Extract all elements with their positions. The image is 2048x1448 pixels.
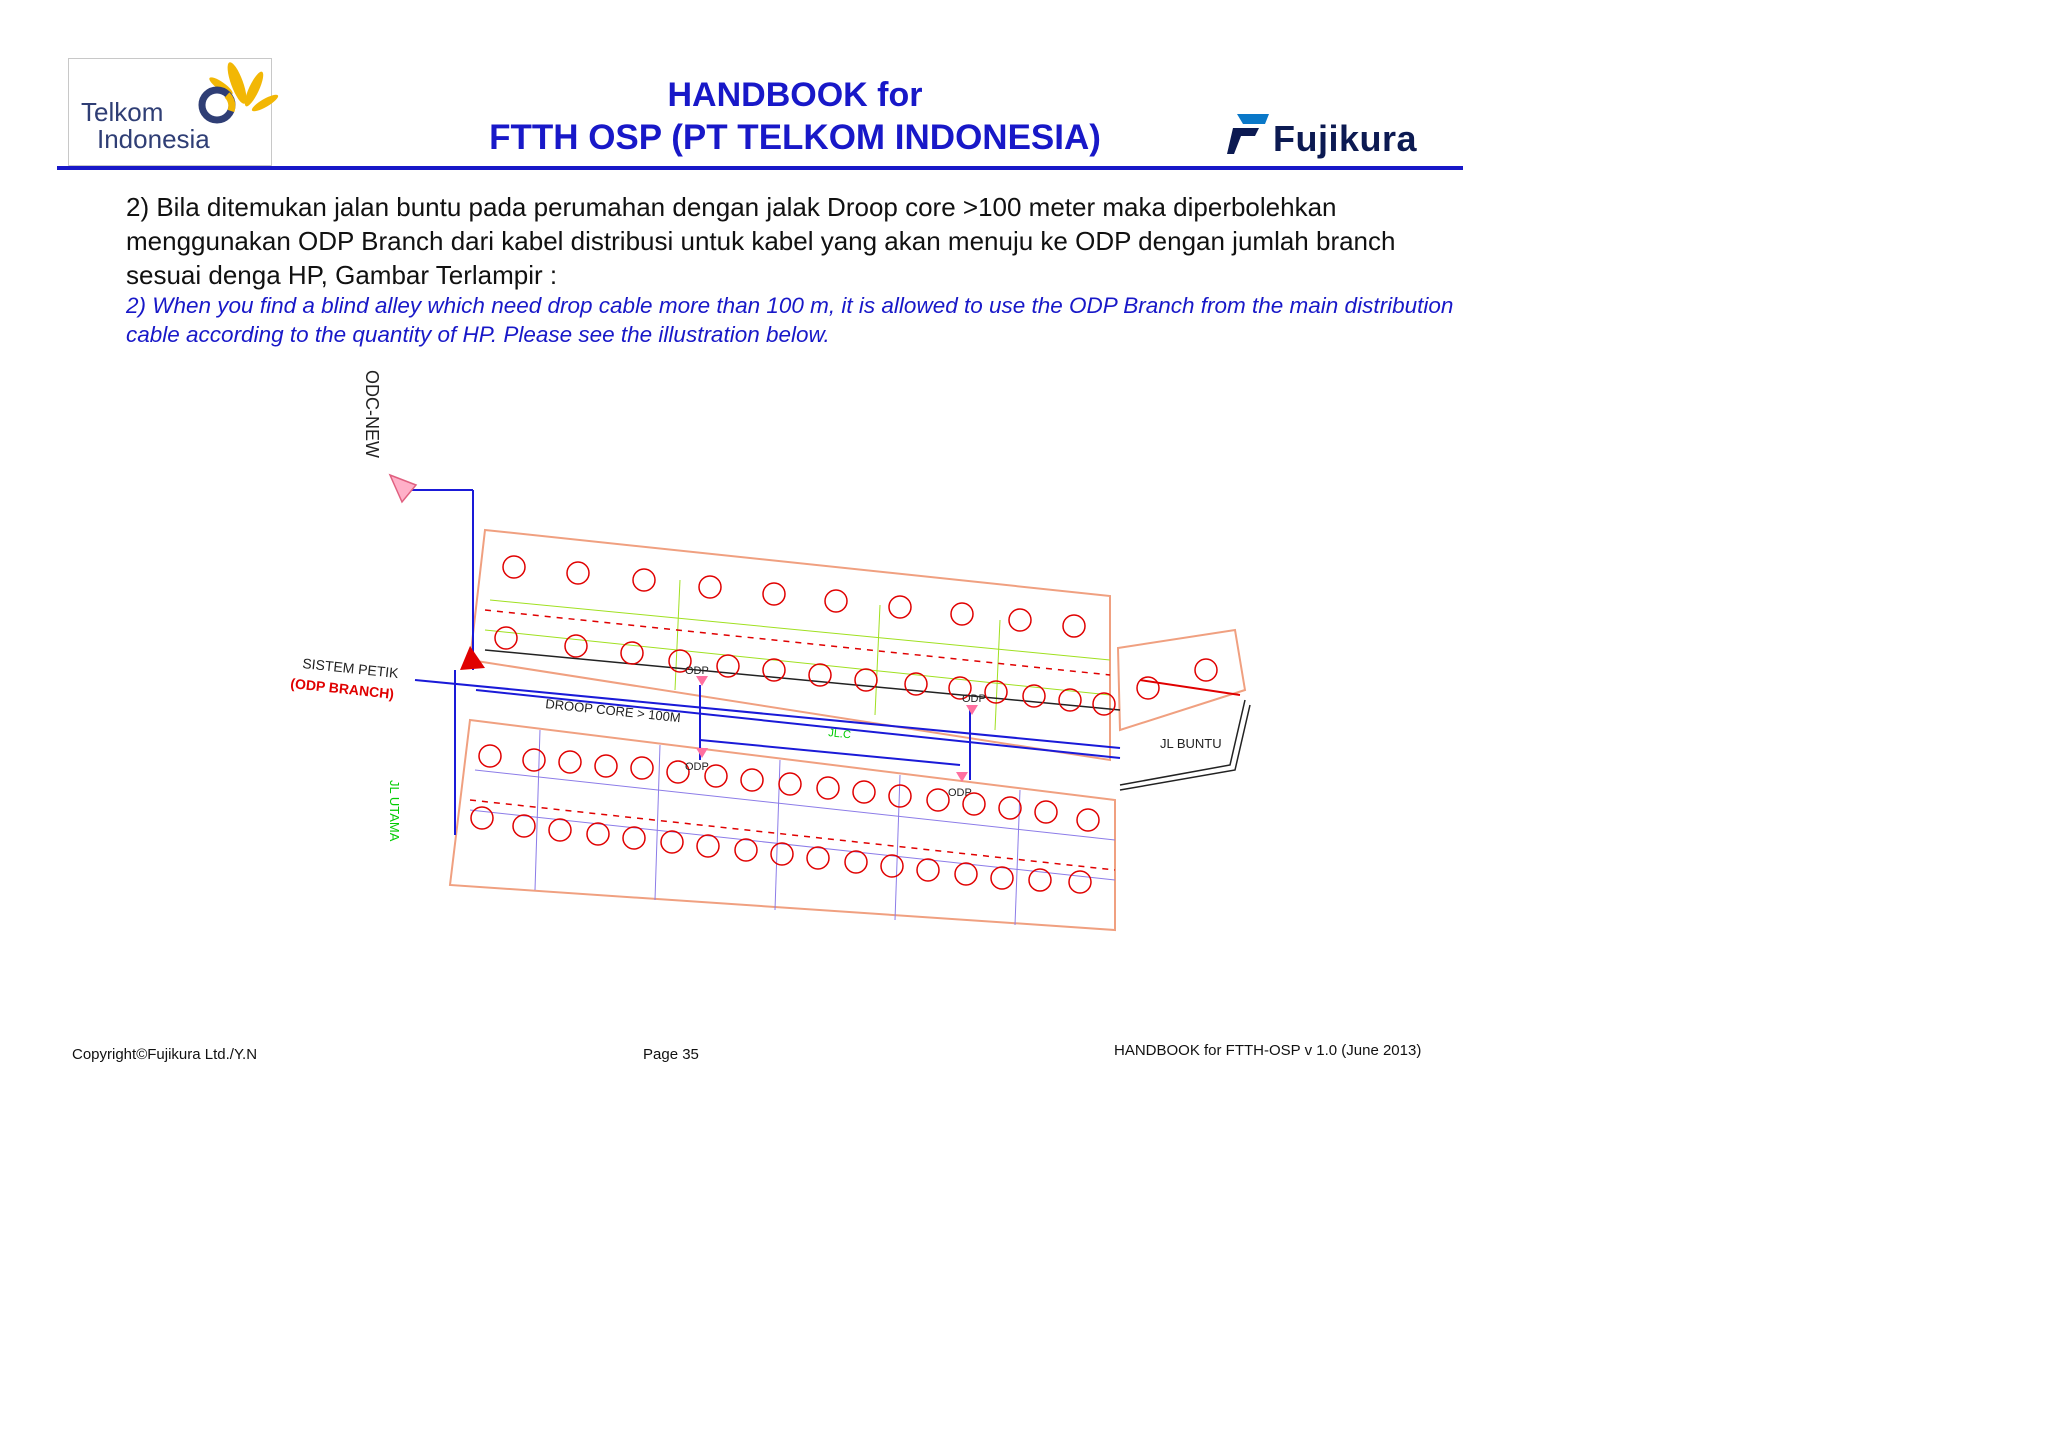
odp-label: ODP bbox=[685, 761, 709, 773]
buntu-block-outline bbox=[1118, 630, 1245, 730]
odc-new-label: ODC-NEW bbox=[362, 370, 382, 458]
road-buntu-label: JL BUNTU bbox=[1160, 736, 1222, 751]
odp-marker-icon bbox=[696, 748, 708, 758]
page-title-line2: FTTH OSP (PT TELKOM INDONESIA) bbox=[489, 118, 1101, 157]
telkom-wordmark-line1: Telkom bbox=[81, 97, 164, 127]
road-utama-label: JL UTAMA bbox=[387, 780, 402, 842]
footer-page-number: Page 35 bbox=[643, 1046, 699, 1063]
page-title-line1: HANDBOOK for bbox=[667, 76, 923, 114]
odp-branch-label: (ODP BRANCH) bbox=[289, 675, 395, 702]
header-divider bbox=[57, 166, 1463, 170]
odp-marker-icon bbox=[966, 705, 978, 715]
footer-version: HANDBOOK for FTTH-OSP v 1.0 (June 2013) bbox=[1114, 1042, 1422, 1059]
upper-block-outline bbox=[470, 530, 1110, 760]
fujikura-f-icon bbox=[1227, 110, 1271, 158]
fujikura-wordmark: Fujikura bbox=[1273, 118, 1418, 159]
sistem-petik-label: SISTEM PETIK bbox=[301, 655, 400, 682]
odp-label: ODP bbox=[962, 693, 986, 705]
odc-triangle-icon bbox=[390, 475, 416, 502]
odp-label: ODP bbox=[685, 665, 709, 677]
upper-red-centerline bbox=[485, 610, 1110, 675]
road-jlc-label: JL.C bbox=[827, 727, 852, 742]
house-markers-lower bbox=[471, 745, 1099, 893]
odp-marker-icon bbox=[696, 676, 708, 686]
body-text-english: 2) When you find a blind alley which need drop cable more than 100 m, it is allowed to use the ODP Branch from the main distribution cable according to the quantity of HP. Please see the illustration below. bbox=[126, 293, 1454, 347]
buntu-red-line bbox=[1140, 680, 1240, 695]
ftth-layout-diagram bbox=[280, 370, 1260, 950]
body-text-indonesian: 2) Bila ditemukan jalan buntu pada perumahan dengan jalak Droop core >100 meter maka diperbolehkan menggunakan ODP Branch dari kabel distribusi untuk kabel yang akan menuju ke ODP dengan jumlah branch sesuai denga HP, Gambar Terlampir : bbox=[126, 192, 1396, 290]
odp-label: ODP bbox=[948, 787, 972, 799]
telkom-wordmark-line2: Indonesia bbox=[97, 124, 210, 154]
footer-copyright: Copyright©Fujikura Ltd./Y.N bbox=[72, 1046, 258, 1063]
telkom-indonesia-logo bbox=[68, 58, 272, 166]
droop-core-label: DROOP CORE > 100M bbox=[544, 696, 682, 726]
fujikura-logo bbox=[1227, 110, 1442, 160]
